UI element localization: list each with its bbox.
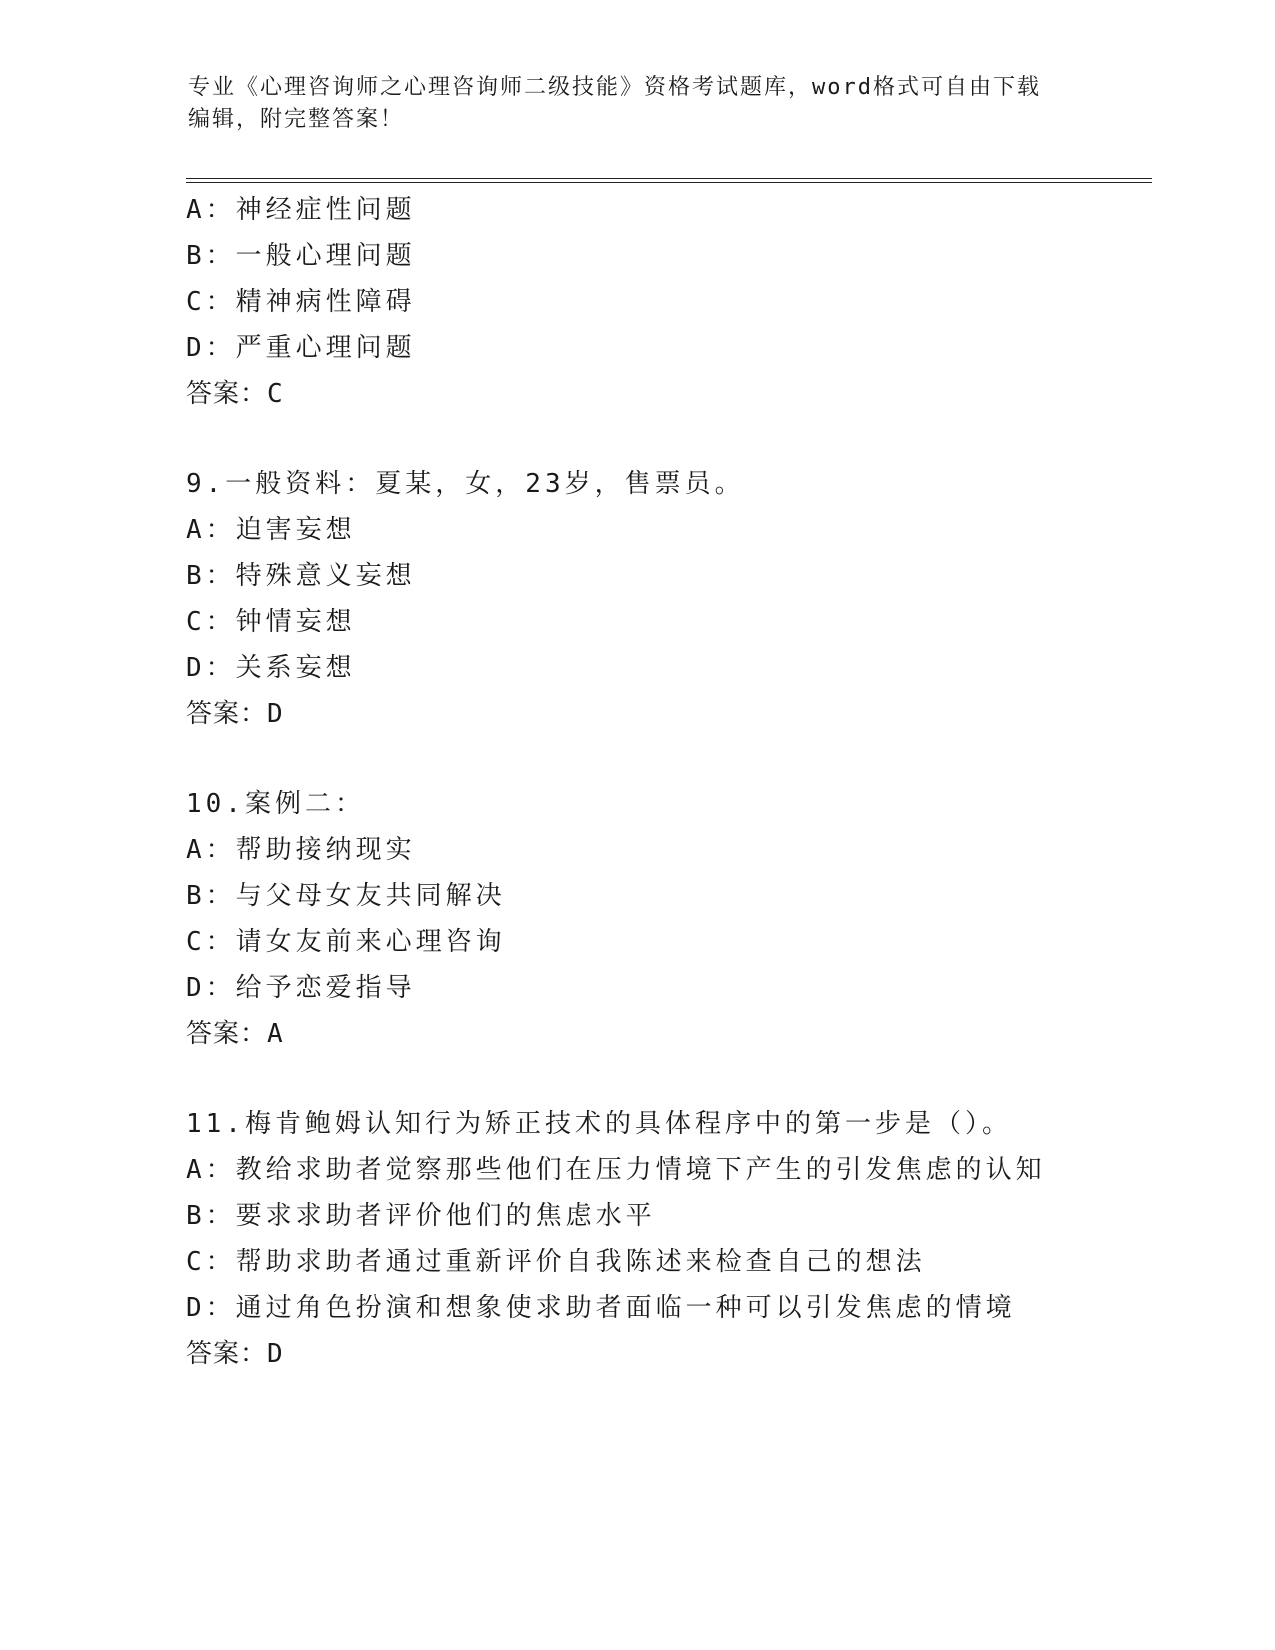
question-10 bbox=[186, 781, 1146, 1057]
header-line-1: 专业《心理咨询师之心理咨询师二级技能》资格考试题库，word格式可自由下载 bbox=[188, 75, 1041, 100]
question-stem: 11.梅肯鲍姆认知行为矫正技术的具体程序中的第一步是（）。 bbox=[186, 1109, 1012, 1139]
document-header bbox=[188, 72, 1068, 136]
option-a: A：迫害妄想 bbox=[186, 515, 356, 545]
option-a: A：帮助接纳现实 bbox=[186, 835, 416, 865]
option-d: D：通过角色扮演和想象使求助者面临一种可以引发焦虑的情境 bbox=[186, 1293, 1016, 1323]
option-c: C：钟情妄想 bbox=[186, 607, 356, 637]
header-divider bbox=[186, 178, 1152, 183]
answer-line: 答案：D bbox=[186, 1339, 284, 1369]
question-8 bbox=[186, 187, 1146, 417]
option-d: D：关系妄想 bbox=[186, 653, 356, 683]
question-9 bbox=[186, 461, 1146, 737]
option-c: C：帮助求助者通过重新评价自我陈述来检查自己的想法 bbox=[186, 1247, 926, 1277]
question-stem: 9.一般资料：夏某，女，23岁，售票员。 bbox=[186, 469, 745, 499]
option-d: D：给予恋爱指导 bbox=[186, 973, 416, 1003]
answer-line: 答案：C bbox=[186, 379, 284, 409]
option-d: D：严重心理问题 bbox=[186, 333, 416, 363]
option-c: C：精神病性障碍 bbox=[186, 287, 416, 317]
option-c: C：请女友前来心理咨询 bbox=[186, 927, 506, 957]
question-stem: 10.案例二： bbox=[186, 789, 365, 819]
header-line-2: 编辑，附完整答案！ bbox=[188, 107, 405, 132]
option-a: A：教给求助者觉察那些他们在压力情境下产生的引发焦虑的认知 bbox=[186, 1155, 1046, 1185]
question-11 bbox=[186, 1101, 1146, 1377]
option-b: B：特殊意义妄想 bbox=[186, 561, 416, 591]
answer-line: 答案：A bbox=[186, 1019, 284, 1049]
option-b: B：一般心理问题 bbox=[186, 241, 416, 271]
option-b: B：要求求助者评价他们的焦虑水平 bbox=[186, 1201, 656, 1231]
answer-line: 答案：D bbox=[186, 699, 284, 729]
option-b: B：与父母女友共同解决 bbox=[186, 881, 506, 911]
option-a: A：神经症性问题 bbox=[186, 195, 416, 225]
question-list bbox=[186, 187, 1146, 1377]
